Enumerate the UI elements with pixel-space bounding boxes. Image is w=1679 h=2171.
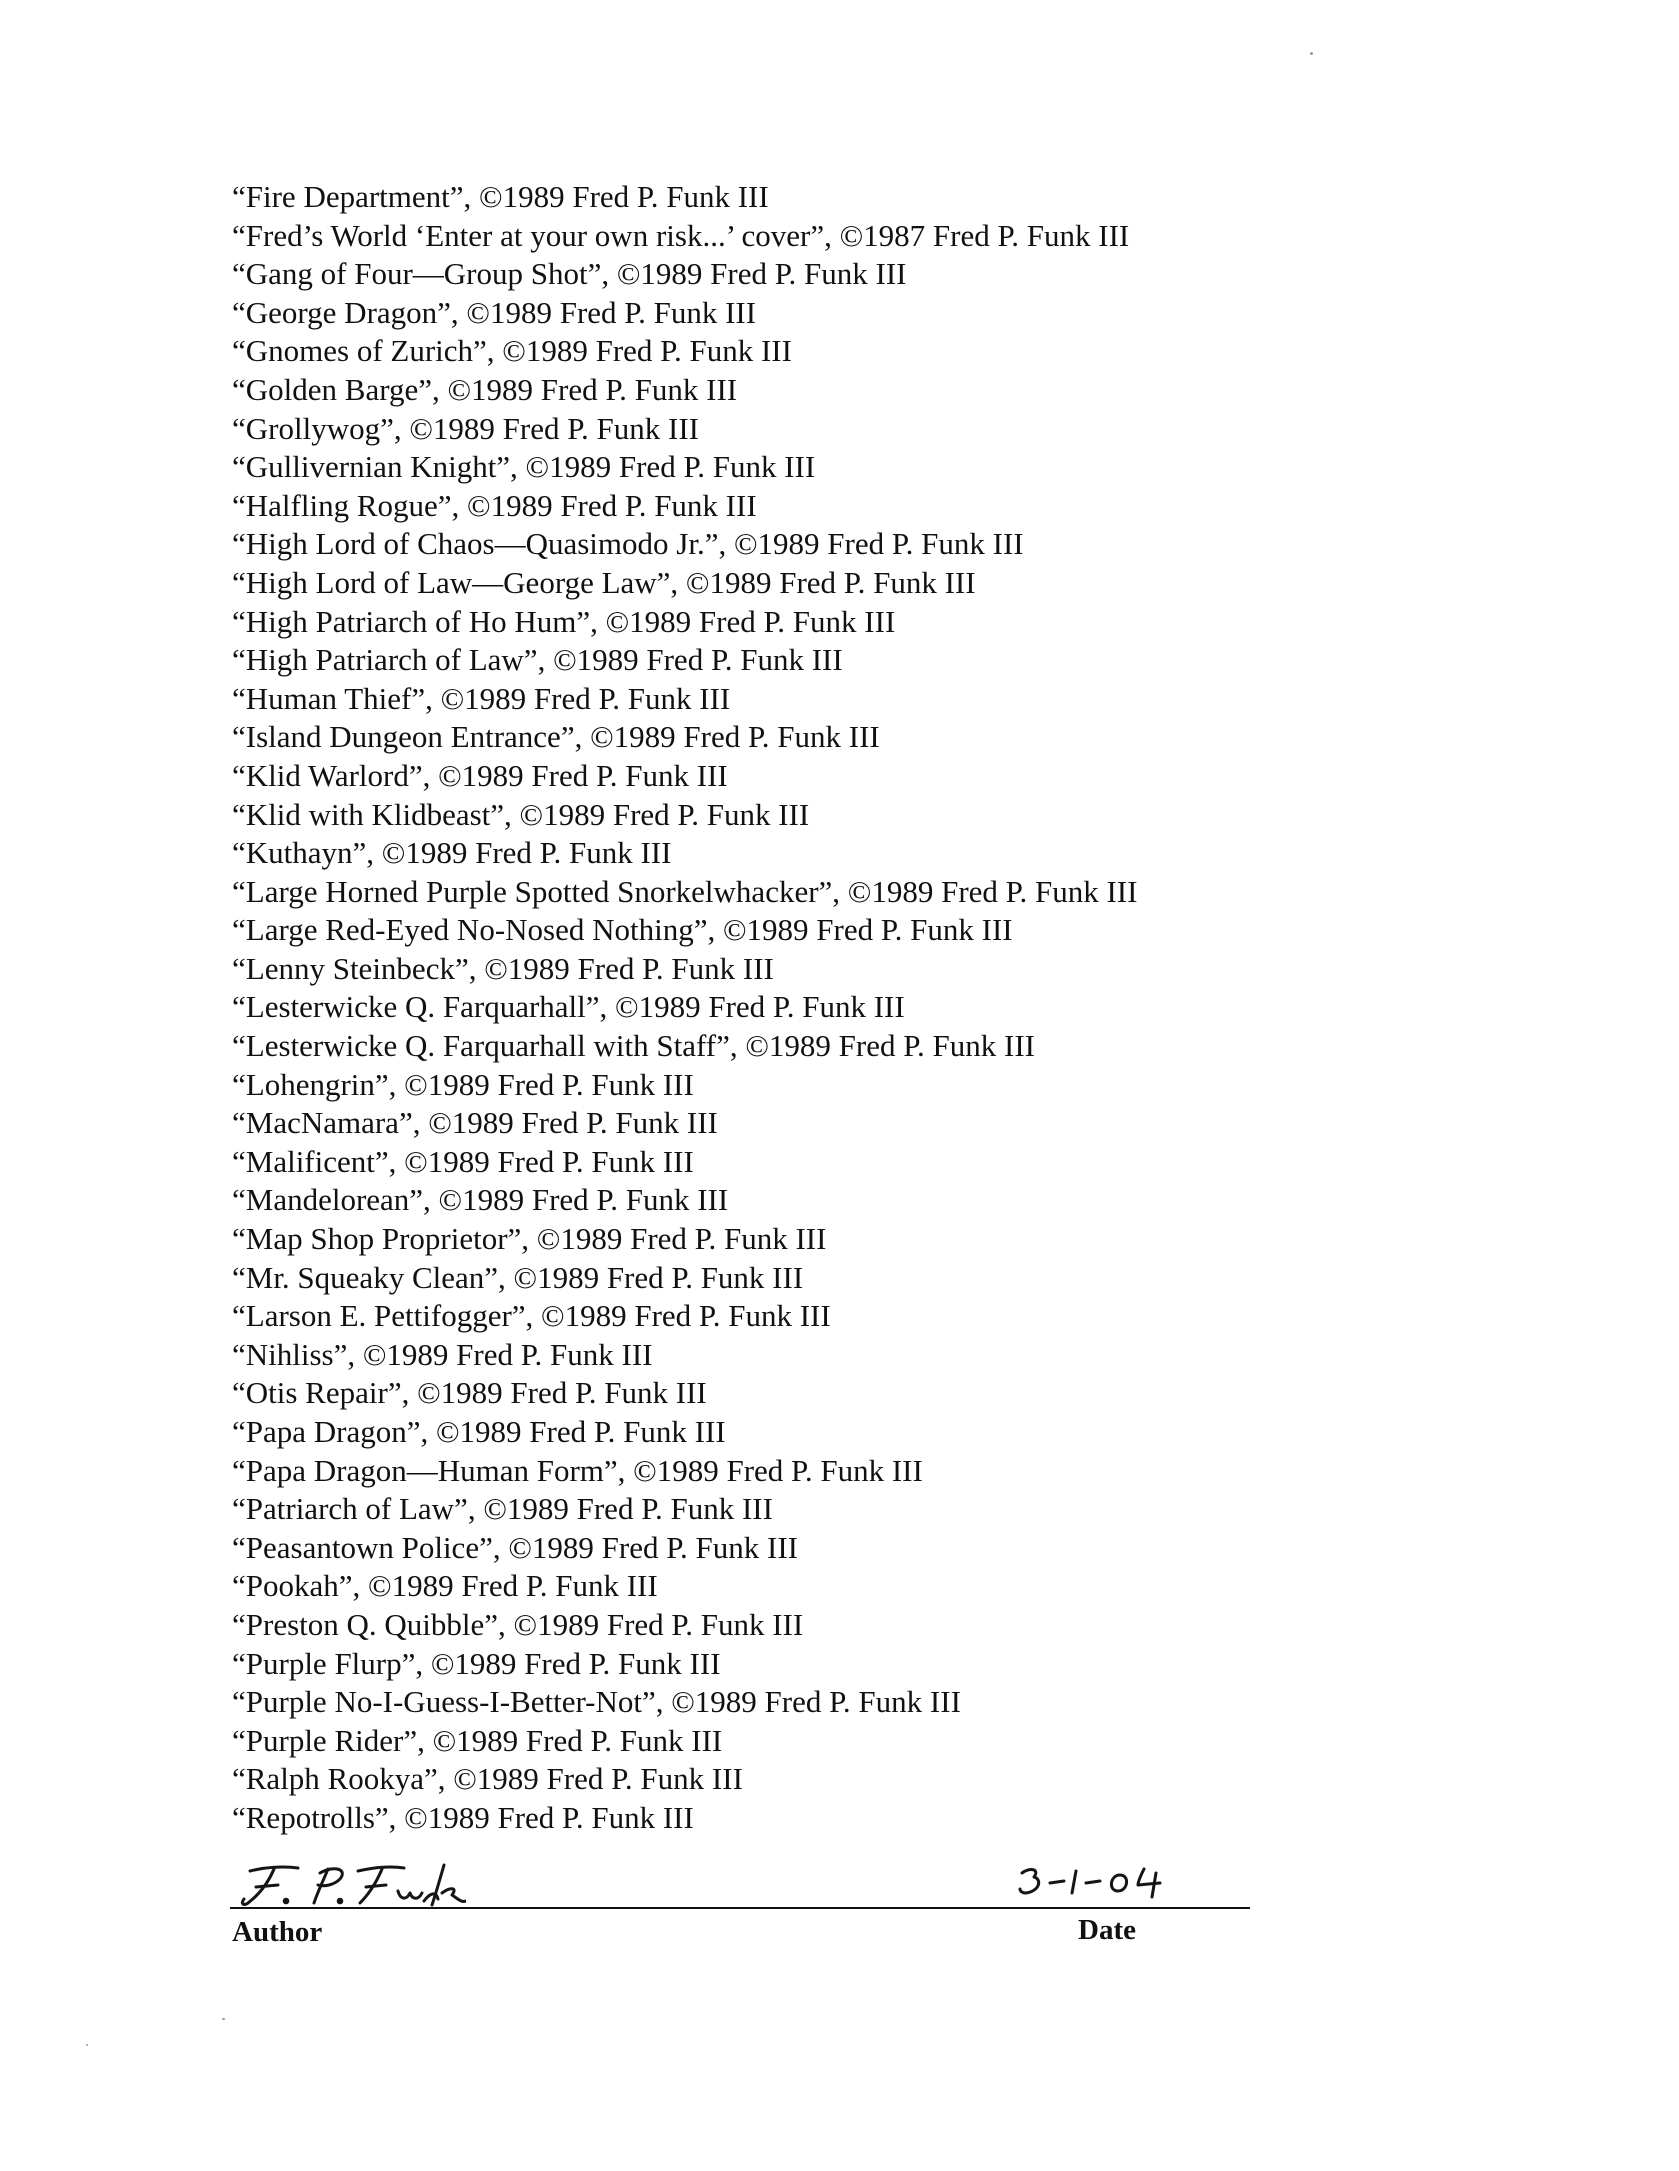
copyright-entry: “Nihliss”, ©1989 Fred P. Funk III — [232, 1336, 653, 1372]
copyright-entry: “Papa Dragon—Human Form”, ©1989 Fred P. Funk III — [232, 1452, 923, 1488]
copyright-entry: “High Lord of Law—George Law”, ©1989 Fred P. Funk III — [232, 564, 976, 600]
copyright-entry: “Human Thief”, ©1989 Fred P. Funk III — [232, 680, 731, 716]
copyright-entry: “High Patriarch of Ho Hum”, ©1989 Fred P. Funk III — [232, 603, 896, 639]
copyright-entry: “Ralph Rookya”, ©1989 Fred P. Funk III — [232, 1761, 743, 1797]
copyright-entry: “Klid Warlord”, ©1989 Fred P. Funk III — [232, 757, 728, 793]
signature-block — [230, 1855, 1250, 1975]
copyright-entry: “Papa Dragon”, ©1989 Fred P. Funk III — [232, 1414, 726, 1449]
copyright-entry: “Purple No-I-Guess-I-Better-Not”, ©1989 Fred P. Funk III — [232, 1684, 961, 1720]
copyright-entry: “Otis Repair”, ©1989 Fred P. Funk III — [232, 1375, 707, 1411]
copyright-entry: “Lesterwicke Q. Farquarhall”, ©1989 Fred P. Funk III — [232, 989, 905, 1025]
handwritten-date — [1010, 1855, 1180, 1905]
copyright-entry: “Purple Flurp”, ©1989 Fred P. Funk III — [232, 1645, 721, 1681]
copyright-entry-list — [232, 178, 1137, 1838]
copyright-entry: “Larson E. Pettifogger”, ©1989 Fred P. Funk III — [232, 1298, 831, 1334]
copyright-entry: “Malificent”, ©1989 Fred P. Funk III — [232, 1143, 694, 1179]
author-label: Author — [232, 1916, 323, 1948]
copyright-entry: “Kuthayn”, ©1989 Fred P. Funk III — [232, 835, 672, 871]
copyright-entry: “Klid with Klidbeast”, ©1989 Fred P. Funk III — [232, 796, 810, 832]
copyright-entry: “Map Shop Proprietor”, ©1989 Fred P. Funk III — [232, 1221, 827, 1257]
copyright-entry: “Purple Rider”, ©1989 Fred P. Funk III — [232, 1722, 723, 1758]
copyright-entry: “Mandelorean”, ©1989 Fred P. Funk III — [232, 1182, 729, 1218]
signature-line — [230, 1907, 1250, 1909]
copyright-entry: “Fire Department”, ©1989 Fred P. Funk III — [232, 179, 769, 214]
author-signature — [236, 1857, 466, 1913]
copyright-entry: “Pookah”, ©1989 Fred P. Funk III — [232, 1568, 658, 1604]
copyright-entry: “Large Red-Eyed No-Nosed Nothing”, ©1989 Fred P. Funk III — [232, 912, 1013, 948]
copyright-entry: “Lohengrin”, ©1989 Fred P. Funk III — [232, 1066, 694, 1102]
copyright-entry: “Grollywog”, ©1989 Fred P. Funk III — [232, 410, 699, 446]
copyright-entry: “Patriarch of Law”, ©1989 Fred P. Funk III — [232, 1491, 773, 1527]
scan-speck — [222, 2018, 225, 2020]
copyright-entry: “Halfling Rogue”, ©1989 Fred P. Funk III — [232, 487, 757, 523]
copyright-entry: “Large Horned Purple Spotted Snorkelwhacker”, ©1989 Fred P. Funk III — [232, 873, 1138, 909]
copyright-entry: “Gullivernian Knight”, ©1989 Fred P. Funk III — [232, 449, 816, 485]
date-label: Date — [1078, 1914, 1136, 1946]
copyright-entry: “Repotrolls”, ©1989 Fred P. Funk III — [232, 1799, 694, 1835]
copyright-entry: “MacNamara”, ©1989 Fred P. Funk III — [232, 1105, 718, 1141]
copyright-entry: “Mr. Squeaky Clean”, ©1989 Fred P. Funk III — [232, 1259, 804, 1295]
copyright-entry: “High Patriarch of Law”, ©1989 Fred P. Funk III — [232, 642, 843, 678]
copyright-entry: “Peasantown Police”, ©1989 Fred P. Funk III — [232, 1529, 798, 1565]
copyright-entry: “Gang of Four—Group Shot”, ©1989 Fred P. Funk III — [232, 256, 907, 292]
scan-speck — [86, 2044, 88, 2046]
copyright-entry: “Lesterwicke Q. Farquarhall with Staff”, ©1989 Fred P. Funk III — [232, 1028, 1035, 1064]
copyright-entry: “High Lord of Chaos—Quasimodo Jr.”, ©1989 Fred P. Funk III — [232, 526, 1024, 562]
copyright-entry: “Fred’s World ‘Enter at your own risk...’ cover”, ©1987 Fred P. Funk III — [232, 217, 1130, 253]
copyright-entry: “Gnomes of Zurich”, ©1989 Fred P. Funk III — [232, 333, 792, 369]
copyright-entry: “Preston Q. Quibble”, ©1989 Fred P. Funk III — [232, 1606, 804, 1642]
copyright-entry: “George Dragon”, ©1989 Fred P. Funk III — [232, 294, 757, 330]
copyright-entry: “Golden Barge”, ©1989 Fred P. Funk III — [232, 371, 738, 407]
copyright-entry: “Island Dungeon Entrance”, ©1989 Fred P. Funk III — [232, 719, 880, 755]
copyright-entry: “Lenny Steinbeck”, ©1989 Fred P. Funk III — [232, 950, 774, 986]
scan-speck — [1310, 52, 1313, 55]
